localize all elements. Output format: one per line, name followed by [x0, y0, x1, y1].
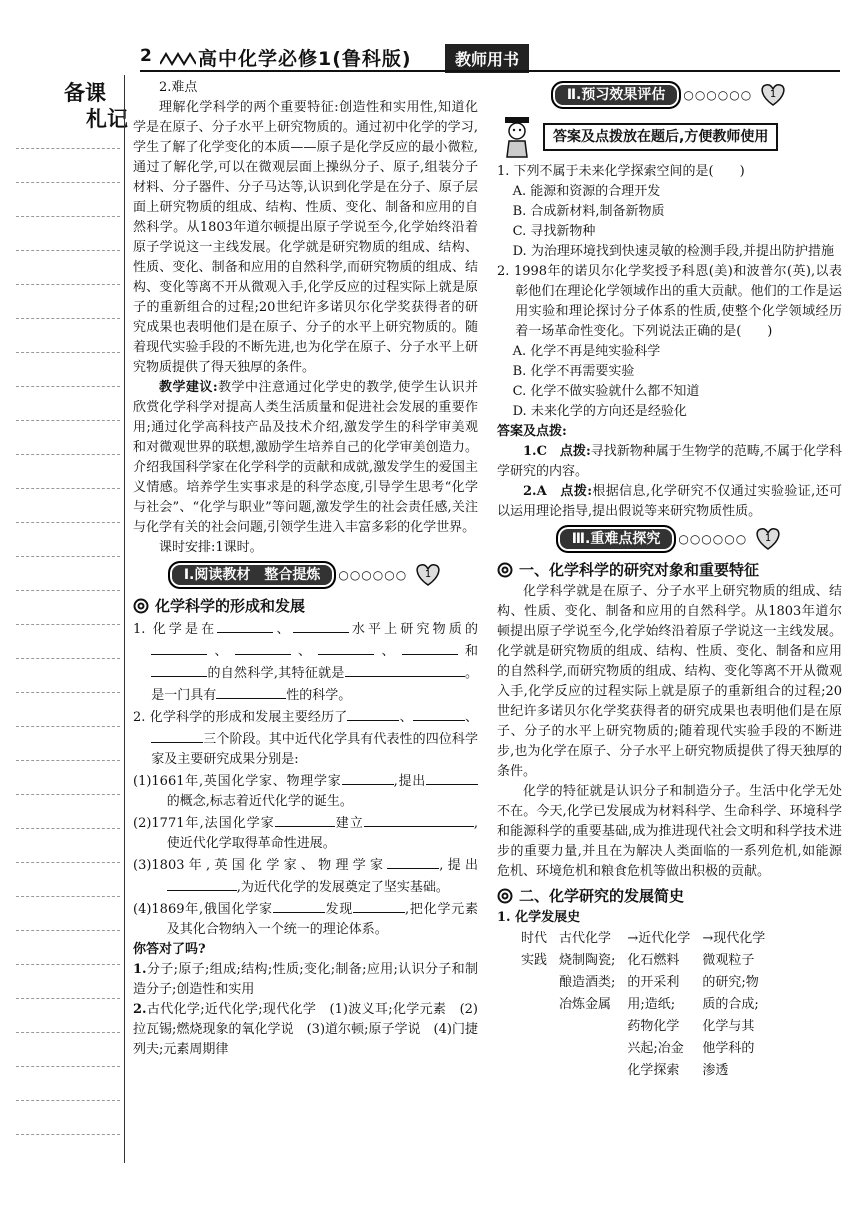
- note-box: 答案及点拨放在题后,方便教师使用: [543, 123, 778, 151]
- mc-question-2: 2. 1998年的诺贝尔化学奖授予科恩(美)和波普尔(英),以表彰他们在理论化学领域作出的重大贡献。他们的工作是运用实验和理论探讨分子体系的性质,使整个化学领域经历着一场革命性变化。下列说法正确的是( ): [497, 264, 842, 339]
- page-number: 2: [140, 46, 152, 66]
- answer-title: 答案及点拨:: [497, 424, 567, 439]
- table-row: [515, 950, 771, 1082]
- suggestion-text: 教学中注意通过化学史的教学,使学生认识并欣赏化学科学对提高人类生活质量和促进社会发展的重要作用;通过化学高科技产品及技术介绍,激发学生的科学审美观和对微观世界的联想,激励学生培养自己的化学审美创造力。介绍我国科学家在化学科学的贡献和成就,激发学生的爱国主义情感。培养学生实事求是的科学态度,引导学生思考“化学与社会”、“化学与职业”等问题,激发学生的社会责任感,关注与化学有关的社会问题,引领学生进入丰富多彩的化学世界。: [133, 380, 478, 535]
- sub-title: 1. 化学发展史: [497, 910, 581, 925]
- paragraph-2: 化学的特征就是认识分子和制造分子。生活中化学无处不在。今天,化学已发展成为材料科学、生命科学、环境科学和能源科学的重要基础,成为推进现代社会文明和科学技术进步的重要力量,并且在为解决人类面临的一系列危机,如能源危机、环境危机和粮食危机等做出积极的贡献。: [497, 784, 842, 879]
- blank[interactable]: [167, 876, 237, 891]
- table-row: [515, 928, 771, 950]
- blank[interactable]: [151, 728, 203, 743]
- spiral-icon: [497, 888, 513, 904]
- note-sidebar: [62, 80, 128, 132]
- spiral-icon: [133, 598, 149, 614]
- table-cell: →现代化学: [702, 931, 766, 946]
- blank[interactable]: [151, 662, 207, 677]
- blank[interactable]: [275, 812, 335, 827]
- svg-text:1: 1: [770, 89, 777, 100]
- blank[interactable]: [216, 684, 286, 699]
- fill-question-1: 1. 化学是在 、 水平上研究物质的、 、 、 和的自然科学,其特征就是 。是一门具有 性的科学。: [133, 618, 478, 706]
- heart-icon: [758, 83, 788, 107]
- book-tag: 教师用书: [445, 44, 529, 73]
- sub-question-1: (1)1661年,英国化学家、物理学家 ,提出的概念,标志着近代化学的诞生。: [133, 770, 478, 812]
- section-title-2: Ⅱ.预习效果评估: [551, 81, 682, 109]
- section-banner-1: [133, 558, 478, 592]
- table-cell: 化石燃料 的开采利 用;造纸; 药物化学 兴起;冶金 化学探索: [627, 953, 684, 1078]
- teacher-cartoon-icon: [497, 115, 537, 159]
- sub-question-4: (4)1869年,俄国化学家 发现 ,把化学元素及其化合物纳入一个统一的理论体系。: [133, 898, 478, 940]
- section-banner-2: [497, 78, 842, 112]
- history-table: [515, 928, 771, 1082]
- blank[interactable]: [217, 618, 273, 633]
- kp3-title: 二、化学研究的发展简史: [519, 887, 685, 905]
- svg-text:1: 1: [424, 569, 432, 580]
- blank[interactable]: [293, 618, 349, 633]
- answer-1: 1.分子;原子;组成;结构;性质;变化;制备;应用;认识分子和制造分子;创造性和实用: [133, 962, 478, 997]
- difficulty-title: 2.难点: [159, 80, 198, 95]
- heart-icon: [753, 527, 783, 551]
- knowledge-point-2: [497, 560, 842, 580]
- blank[interactable]: [347, 706, 399, 721]
- zigzag-icon: [160, 52, 196, 66]
- knowledge-point-3: [497, 886, 842, 906]
- option: B. 合成新材料,制备新物质: [512, 204, 665, 219]
- blank[interactable]: [235, 640, 291, 655]
- teacher-note: [497, 112, 842, 162]
- sidebar-label-1: 备课: [64, 81, 106, 105]
- blank[interactable]: [273, 898, 325, 913]
- blank[interactable]: [318, 640, 374, 655]
- blank[interactable]: [342, 770, 394, 785]
- column-divider: [124, 75, 125, 1163]
- sidebar-label-2: 札记: [86, 107, 128, 131]
- option: A. 化学不再是纯实验科学: [512, 344, 661, 359]
- book-title: 高中化学必修1(鲁科版): [198, 48, 412, 70]
- blank[interactable]: [364, 812, 474, 827]
- section-banner-3: [497, 522, 842, 556]
- answer-explain-2: 2.A 点拨:根据信息,化学研究不仅通过实验验证,还可以运用理论指导,提出假说等来研究物质性质。: [497, 484, 843, 519]
- table-cell: →近代化学: [627, 931, 691, 946]
- blank[interactable]: [426, 770, 478, 785]
- fill-question-2: 2. 化学科学的形成和发展主要经历了 、 、三个阶段。其中近代化学具有代表性的四位科学家及主要研究成果分别是:: [133, 706, 478, 770]
- page-header: [140, 44, 840, 72]
- sub-question-2: (2)1771年,法国化学家 建立 ,使近代化学取得革命性进展。: [133, 812, 478, 854]
- svg-text:1: 1: [765, 533, 772, 544]
- blank[interactable]: [387, 854, 439, 869]
- option: B. 化学不再需要实验: [512, 364, 635, 379]
- table-cell: 实践: [521, 953, 548, 968]
- paragraph-1: 化学科学就是在原子、分子水平上研究物质的组成、结构、性质、变化、制备和应用的自然科学。从1803年道尔顿提出原子学说至今,化学始终沿着原子学说这一主线发展。化学就是研究物质的组成、结构、性质、变化、制备和应用的自然科学,而研究物质的组成、结构、变化等离不开从微观入手,化学反应的过程实际上就是原子的重新组合的过程;20世纪许多诺贝尔化学奖获得者的研究成果也表明他们是在原子、分子的水平上研究物质的;随着现代实验手段的不断进步,也为化学在原子、分子水平上研究物质提供了得天独厚的条件。: [497, 584, 842, 779]
- blank[interactable]: [353, 898, 405, 913]
- heart-icon: [413, 563, 443, 587]
- difficulty-paragraph: 理解化学科学的两个重要特征:创造性和实用性,知道化学是在原子、分子水平上研究物质的。通过初中化学的学习,学生了解了化学变化的本质——原子是化学反应的最小微粒,通过了解化学,可以在微观层面上操纵分子、原子,组装分子材料、分子器件、分子马达等,认识到化学是在分子、原子层面上研究物质的组成、结构、性质、变化、制备和应用的自然科学。从1803年道尔顿提出原子学说至今,化学始终沿着原子学说这一主线发展。化学就是研究物质的组成、结构、性质、变化、制备和应用的自然科学,而研究物质的组成、结构、变化等离不开从微观入手,化学反应的过程实际上就是原子的重新组合的过程;20世纪许多诺贝尔化学奖获得者的研究成果也表明他们是在原子、分子的水平上研究物质的。随着现代实验手段的不断先进,也为化学在原子、分子水平上研究物质提供了得天独厚的条件。: [133, 100, 478, 375]
- suggestion-paragraph: [133, 378, 478, 538]
- option: C. 化学不做实验就什么都不知道: [512, 384, 700, 399]
- blank[interactable]: [345, 662, 465, 677]
- option: C. 寻找新物种: [512, 224, 596, 239]
- spiral-icon: [497, 562, 513, 578]
- section-title-1: Ⅰ.阅读教材 整合提炼: [168, 561, 337, 589]
- suggestion-label: 教学建议:: [159, 380, 218, 395]
- blank[interactable]: [413, 706, 465, 721]
- answer-explain-1: 1.C 点拨:寻找新物种属于生物学的范畴,不属于化学科学研究的内容。: [497, 444, 842, 479]
- dots-decoration: ○○○○○○: [678, 532, 748, 546]
- dots-decoration: ○○○○○○: [338, 568, 408, 582]
- blank[interactable]: [151, 640, 207, 655]
- table-cell: 古代化学: [559, 931, 612, 946]
- kp2-title: 一、化学科学的研究对象和重要特征: [519, 561, 760, 579]
- check-title: 你答对了吗?: [133, 942, 206, 957]
- mc-question-1: 1. 下列不属于未来化学探索空间的是( ): [497, 164, 745, 179]
- answer-2: 2.古代化学;近代化学;现代化学 (1)波义耳;化学元素 (2)拉瓦锡;燃烧现象的氧化学说 (3)道尔顿;原子学说 (4)门捷列夫;元素周期律: [133, 1002, 478, 1057]
- blank[interactable]: [402, 640, 458, 655]
- dots-decoration: ○○○○○○: [683, 88, 753, 102]
- note-lines: [16, 148, 120, 1168]
- section-title-3: Ⅲ.重难点探究: [556, 525, 677, 553]
- option: D. 未来化学的方向还是经验化: [512, 404, 687, 419]
- table-cell: 微观粒子 的研究;物 质的合成; 化学与其 他学科的 渗透: [702, 953, 759, 1078]
- left-column: [133, 78, 478, 1060]
- right-column: [497, 78, 842, 1082]
- table-cell: 烧制陶瓷; 酿造酒类; 冶炼金属: [559, 953, 616, 1012]
- knowledge-point-1: [133, 596, 478, 616]
- option: D. 为治理环境找到快速灵敏的检测手段,并提出防护措施: [512, 244, 834, 259]
- header-rule: [140, 70, 840, 72]
- sub-question-3: (3)1803年,英国化学家、物理学家 ,提出,为近代化学的发展奠定了坚实基础。: [133, 854, 478, 898]
- option: A. 能源和资源的合理开发: [512, 184, 661, 199]
- kp1-title: 化学科学的形成和发展: [155, 597, 306, 615]
- table-cell: 时代: [521, 931, 548, 946]
- schedule: 课时安排:1课时。: [159, 540, 263, 555]
